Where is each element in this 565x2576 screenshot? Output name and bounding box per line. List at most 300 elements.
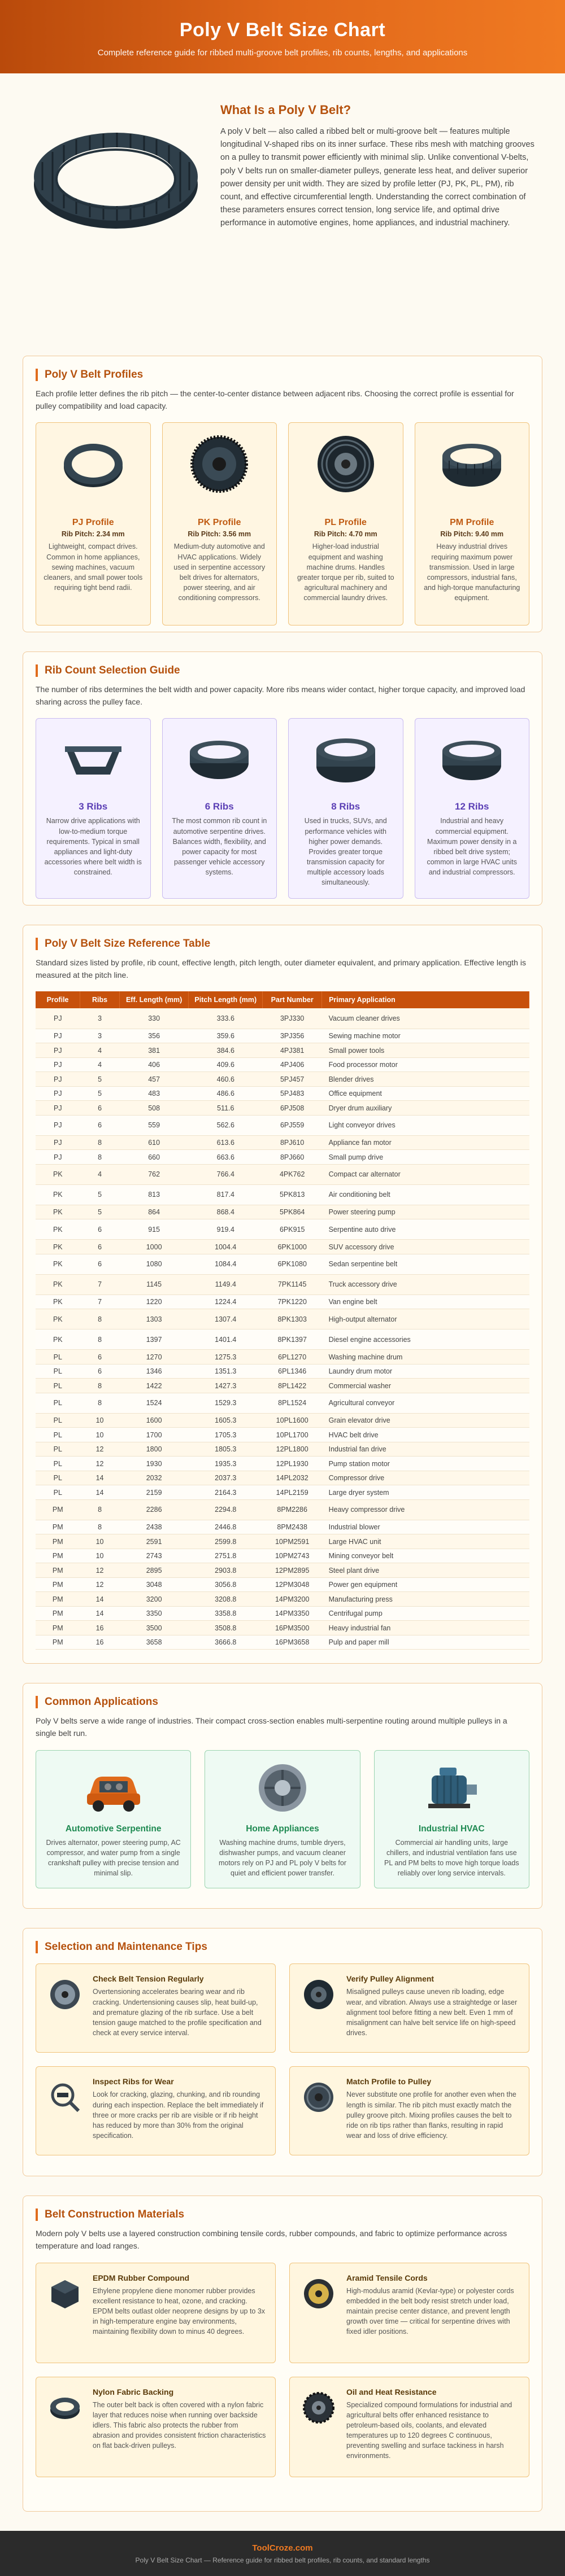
table-cell: 8PK1303 (263, 1309, 322, 1329)
table-cell: 3208.8 (189, 1592, 263, 1607)
table-cell: Steel plant drive (322, 1563, 529, 1578)
table-cell: PK (36, 1294, 80, 1309)
table-cell: Appliance fan motor (322, 1135, 529, 1150)
table-cell: 14 (80, 1471, 120, 1485)
table-cell: Small power tools (322, 1043, 529, 1058)
table-cell: 406 (119, 1057, 188, 1072)
table-cell: 3358.8 (189, 1606, 263, 1621)
table-cell: 559 (119, 1115, 188, 1135)
material-desc: High-modulus aramid (Kevlar-type) or polyester cords embedded in the belt body resist stretch under load, maintain precise center distance, and prevent length growth over time — critical for serpentine drives with fixed idler positions. (346, 2286, 514, 2336)
table-cell: 8 (80, 1329, 120, 1350)
table-cell: 4 (80, 1057, 120, 1072)
table-cell: 14PM3350 (263, 1606, 322, 1621)
table-cell: Compressor drive (322, 1471, 529, 1485)
size-table (36, 991, 529, 1650)
car-engine-image (45, 1760, 181, 1816)
table-cell: 10 (80, 1413, 120, 1428)
table-cell: Dryer drum auxiliary (322, 1101, 529, 1116)
rib-name: 3 Ribs (79, 801, 108, 812)
table-row (36, 1393, 529, 1413)
table-cell: 10PL1700 (263, 1428, 322, 1442)
tension-gauge-icon (45, 1974, 85, 2042)
profile-pitch: Rib Pitch: 4.70 mm (314, 530, 377, 539)
table-cell: PK (36, 1240, 80, 1254)
table-cell: 14PM3200 (263, 1592, 322, 1607)
tip-desc: Look for cracking, glazing, chunking, and rib rounding during each inspection. Replace the belt immediately if three or more cracks per rib are visible or if rib height has reduced by more than 30% from the original specification. (93, 2090, 264, 2140)
table-cell: 4 (80, 1164, 120, 1184)
table-cell: 1303 (119, 1309, 188, 1329)
table-cell: 14 (80, 1606, 120, 1621)
hvac-motor-image (384, 1760, 520, 1816)
table-cell: PK (36, 1205, 80, 1219)
table-cell: 5PJ483 (263, 1086, 322, 1101)
table-cell: PJ (36, 1135, 80, 1150)
table-cell: Air conditioning belt (322, 1184, 529, 1205)
table-cell: 1145 (119, 1274, 188, 1294)
rib-desc: Used in trucks, SUVs, and performance vehicles with higher power demands. Provides greater torque transmission capacity for multiple accessory loads simultaneously. (304, 817, 387, 887)
table-row (36, 1150, 529, 1165)
col-header: Primary Application (322, 991, 529, 1008)
table-cell: PK (36, 1329, 80, 1350)
table-row (36, 1364, 529, 1379)
profile-card-pj (36, 422, 151, 626)
pulley-match-icon (299, 2077, 338, 2145)
table-cell: 8PK1397 (263, 1329, 322, 1350)
pulley-alignment-icon (299, 1974, 338, 2042)
table-header-row (36, 991, 529, 1008)
table-cell: 16PM3500 (263, 1621, 322, 1635)
table-cell: 12 (80, 1457, 120, 1471)
profile-pitch: Rib Pitch: 2.34 mm (61, 530, 125, 539)
table-row (36, 1309, 529, 1329)
ribs-heading: Rib Count Selection Guide (36, 664, 529, 677)
tip-title: Match Profile to Pulley (346, 2077, 432, 2087)
table-row (36, 1520, 529, 1534)
table-cell: 610 (119, 1135, 188, 1150)
table-lead: Standard sizes listed by profile, rib count, effective length, pitch length, outer diameter equivalent, and primary application. Effective length is measured at the pitch line. (36, 958, 526, 979)
table-cell: 1080 (119, 1254, 188, 1274)
3-rib-belt-image (43, 727, 144, 789)
table-row (36, 1072, 529, 1087)
table-cell: 3056.8 (189, 1577, 263, 1592)
table-cell: 6PJ508 (263, 1101, 322, 1116)
table-cell: PK (36, 1184, 80, 1205)
table-cell: 1346 (119, 1364, 188, 1379)
table-cell: 6 (80, 1254, 120, 1274)
table-row (36, 1442, 529, 1457)
table-cell: Agricultural conveyor (322, 1393, 529, 1413)
applications-section (23, 1683, 542, 1909)
table-cell: 14PL2159 (263, 1485, 322, 1500)
material-title: Nylon Fabric Backing (93, 2387, 174, 2396)
table-cell: PJ (36, 1043, 80, 1058)
table-cell: 14 (80, 1592, 120, 1607)
table-cell: 5 (80, 1086, 120, 1101)
table-cell: 8PJ610 (263, 1135, 322, 1150)
table-row (36, 1219, 529, 1240)
table-row (36, 1379, 529, 1393)
table-cell: 1800 (119, 1442, 188, 1457)
table-cell: PL (36, 1393, 80, 1413)
table-cell: 508 (119, 1101, 188, 1116)
table-cell: 3PJ356 (263, 1029, 322, 1043)
material-title: Aramid Tensile Cords (346, 2273, 428, 2282)
table-cell: PJ (36, 1101, 80, 1116)
table-row (36, 1471, 529, 1485)
table-cell: PM (36, 1606, 80, 1621)
profile-desc: Medium-duty automotive and HVAC applications. Widely used in serpentine accessory belt drives for alternators, power steering, and air conditioning compressors. (173, 543, 266, 602)
table-cell: 10PM2743 (263, 1549, 322, 1563)
table-cell: PJ (36, 1072, 80, 1087)
tips-heading: Selection and Maintenance Tips (36, 1941, 529, 1953)
table-cell: 1805.3 (189, 1442, 263, 1457)
table-cell: 8PM2438 (263, 1520, 322, 1534)
table-cell: 562.6 (189, 1115, 263, 1135)
table-row (36, 1043, 529, 1058)
table-cell: PL (36, 1442, 80, 1457)
table-cell: PK (36, 1309, 80, 1329)
table-cell: PM (36, 1635, 80, 1650)
table-cell: 4PJ381 (263, 1043, 322, 1058)
table-cell: PM (36, 1563, 80, 1578)
table-cell: 330 (119, 1008, 188, 1029)
page-title: Poly V Belt Size Chart (179, 19, 386, 41)
table-cell: 6 (80, 1219, 120, 1240)
table-cell: 2159 (119, 1485, 188, 1500)
tip-card-tension (36, 1963, 276, 2053)
table-cell: 3666.8 (189, 1635, 263, 1650)
profile-desc: Heavy industrial drives requiring maximum power transmission. Used in large compressors, industrial fans, and high-torque manufacturing equipment. (424, 543, 520, 602)
table-cell: PJ (36, 1086, 80, 1101)
col-header: Part Number (263, 991, 322, 1008)
table-cell: 3PJ330 (263, 1008, 322, 1029)
table-cell: High-output alternator (322, 1309, 529, 1329)
table-cell: 460.6 (189, 1072, 263, 1087)
table-row (36, 1457, 529, 1471)
table-cell: 5 (80, 1205, 120, 1219)
table-row (36, 1606, 529, 1621)
rib-desc: Industrial and heavy commercial equipment. Maximum power density in a ribbed belt drive system; common in large HVAC units and industrial compressors. (427, 817, 518, 876)
table-cell: 384.6 (189, 1043, 263, 1058)
table-cell: 1700 (119, 1428, 188, 1442)
table-cell: 359.6 (189, 1029, 263, 1043)
table-cell: 6 (80, 1115, 120, 1135)
table-cell: 660 (119, 1150, 188, 1165)
profile-name: PK Profile (198, 518, 241, 528)
table-row (36, 1621, 529, 1635)
table-cell: 1605.3 (189, 1413, 263, 1428)
table-cell: 14 (80, 1485, 120, 1500)
table-cell: 1427.3 (189, 1379, 263, 1393)
profile-card-pl (288, 422, 403, 626)
table-row (36, 1577, 529, 1592)
table-cell: PL (36, 1457, 80, 1471)
application-desc: Drives alternator, power steering pump, AC compressor, and water pump from a single crankshaft pulley with precise tension and minimal slip. (46, 1838, 181, 1878)
table-row (36, 1635, 529, 1650)
table-cell: Power steering pump (322, 1205, 529, 1219)
material-card-oil-heat (289, 2377, 529, 2477)
cord-spool-icon (299, 2273, 338, 2352)
table-cell: 16 (80, 1635, 120, 1650)
rib-inspection-icon (45, 2077, 85, 2145)
tip-desc: Overtensioning accelerates bearing wear and rib cracking. Undertensioning causes slip, heat build-up, and premature glazing of the rib surface. Use a belt tension gauge matched to the profile specification and check at every service interval. (93, 1988, 262, 2037)
table-cell: 6PL1270 (263, 1350, 322, 1364)
table-cell: 7PK1145 (263, 1274, 322, 1294)
table-cell: 511.6 (189, 1101, 263, 1116)
table-cell: 3048 (119, 1577, 188, 1592)
rib-name: 6 Ribs (205, 801, 234, 812)
application-name: Automotive Serpentine (65, 1823, 162, 1834)
table-heading: Poly V Belt Size Reference Table (36, 938, 529, 950)
rib-count-section (23, 651, 542, 906)
rib-card-3 (36, 718, 151, 899)
pm-belt-image (422, 433, 523, 495)
table-cell: Sewing machine motor (322, 1029, 529, 1043)
table-cell: 12PL1800 (263, 1442, 322, 1457)
table-cell: 8PM2286 (263, 1499, 322, 1520)
table-cell: Grain elevator drive (322, 1413, 529, 1428)
table-cell: 762 (119, 1164, 188, 1184)
table-cell: 1270 (119, 1350, 188, 1364)
table-cell: 12PM3048 (263, 1577, 322, 1592)
profile-pitch: Rib Pitch: 3.56 mm (188, 530, 251, 539)
table-cell: 868.4 (189, 1205, 263, 1219)
table-cell: Heavy compressor drive (322, 1499, 529, 1520)
table-cell: 12 (80, 1442, 120, 1457)
table-cell: 10 (80, 1534, 120, 1549)
table-cell: 1307.4 (189, 1309, 263, 1329)
table-cell: Large HVAC unit (322, 1534, 529, 1549)
material-desc: Ethylene propylene diene monomer rubber provides excellent resistance to heat, ozone, and cracking. EPDM belts outlast older neoprene designs by up to 3x in high-temperature engine bay environments, maintaining flexibility down to minus 40 degrees. (93, 2286, 266, 2336)
table-cell: Washing machine drum (322, 1350, 529, 1364)
table-cell: Blender drives (322, 1072, 529, 1087)
table-cell: Office equipment (322, 1086, 529, 1101)
table-cell: PL (36, 1364, 80, 1379)
table-cell: Diesel engine accessories (322, 1329, 529, 1350)
table-cell: 6 (80, 1101, 120, 1116)
table-cell: PK (36, 1254, 80, 1274)
table-cell: PJ (36, 1029, 80, 1043)
table-row (36, 1413, 529, 1428)
table-row (36, 1057, 529, 1072)
table-cell: PJ (36, 1008, 80, 1029)
table-cell: 817.4 (189, 1184, 263, 1205)
table-cell: 8 (80, 1499, 120, 1520)
table-cell: 8 (80, 1379, 120, 1393)
table-cell: 14PL2032 (263, 1471, 322, 1485)
table-cell: 2164.3 (189, 1485, 263, 1500)
table-cell: PL (36, 1350, 80, 1364)
applications-heading: Common Applications (36, 1696, 529, 1708)
table-cell: 409.6 (189, 1057, 263, 1072)
table-cell: 2895 (119, 1563, 188, 1578)
table-cell: 3200 (119, 1592, 188, 1607)
col-header: Ribs (80, 991, 120, 1008)
table-cell: 2037.3 (189, 1471, 263, 1485)
table-cell: 5PK864 (263, 1205, 322, 1219)
tip-card-inspect (36, 2066, 276, 2155)
table-cell: 3658 (119, 1635, 188, 1650)
table-cell: 356 (119, 1029, 188, 1043)
8-rib-belt-image (295, 727, 396, 789)
table-cell: Manufacturing press (322, 1592, 529, 1607)
table-row (36, 1499, 529, 1520)
table-cell: 8PJ660 (263, 1150, 322, 1165)
rib-card-8 (288, 718, 403, 899)
table-cell: 2294.8 (189, 1499, 263, 1520)
table-row (36, 1135, 529, 1150)
application-desc: Commercial air handling units, large chillers, and industrial ventilation fans use PL and PM belts to move high torque loads reliably over long service intervals. (384, 1838, 519, 1878)
table-row (36, 1086, 529, 1101)
table-cell: 1930 (119, 1457, 188, 1471)
table-cell: 10 (80, 1428, 120, 1442)
table-cell: 16PM3658 (263, 1635, 322, 1650)
table-cell: 1705.3 (189, 1428, 263, 1442)
table-cell: Truck accessory drive (322, 1274, 529, 1294)
table-cell: 5 (80, 1184, 120, 1205)
table-cell: SUV accessory drive (322, 1240, 529, 1254)
table-cell: Mining conveyor belt (322, 1549, 529, 1563)
table-cell: 1600 (119, 1413, 188, 1428)
profiles-lead: Each profile letter defines the rib pitch — the center-to-center distance between adjacent ribs. Choosing the correct profile is essential for pulley compatibility and load capacity. (36, 389, 514, 410)
table-cell: 1524 (119, 1393, 188, 1413)
tip-title: Verify Pulley Alignment (346, 1974, 434, 1984)
page-footer (0, 2531, 565, 2576)
col-header: Pitch Length (mm) (189, 991, 263, 1008)
table-row (36, 1008, 529, 1029)
application-name: Home Appliances (246, 1823, 319, 1834)
table-cell: 4PK762 (263, 1164, 322, 1184)
table-row (36, 1428, 529, 1442)
size-table-section (23, 925, 542, 1664)
table-cell: 1935.3 (189, 1457, 263, 1471)
table-cell: PL (36, 1485, 80, 1500)
table-cell: 2591 (119, 1534, 188, 1549)
tip-desc: Never substitute one profile for another even when the length is similar. The rib pitch must exactly match the pulley groove pitch. Mixing profiles causes the belt to ride on rib tips rather than flanks, resulting in rapid wear and loss of drive efficiency. (346, 2090, 516, 2140)
table-cell: Vacuum cleaner drives (322, 1008, 529, 1029)
table-cell: PL (36, 1379, 80, 1393)
pl-pulley-image (295, 433, 396, 495)
pk-pulley-image (169, 433, 270, 495)
table-cell: Food processor motor (322, 1057, 529, 1072)
profile-name: PJ Profile (72, 518, 114, 528)
table-cell: PK (36, 1274, 80, 1294)
table-cell: 6 (80, 1350, 120, 1364)
footer-text: Poly V Belt Size Chart — Reference guide for ribbed belt profiles, rib counts, and standard lengths (135, 2556, 430, 2565)
table-cell: 381 (119, 1043, 188, 1058)
table-cell: 8PL1422 (263, 1379, 322, 1393)
table-cell: 6PK1080 (263, 1254, 322, 1274)
material-desc: Specialized compound formulations for industrial and agricultural belts offer enhanced resistance to petroleum-based oils, coolants, and elevated temperatures up to 120 degrees C continuous, preventing swelling and surface tackiness in harsh environments. (346, 2400, 512, 2460)
table-cell: 1351.3 (189, 1364, 263, 1379)
table-cell: Serpentine auto drive (322, 1219, 529, 1240)
table-row (36, 1534, 529, 1549)
rib-card-6 (162, 718, 277, 899)
table-cell: PM (36, 1520, 80, 1534)
gear-pulley-icon (299, 2387, 338, 2466)
table-cell: 3508.8 (189, 1621, 263, 1635)
table-cell: 7 (80, 1294, 120, 1309)
table-cell: 12 (80, 1577, 120, 1592)
table-cell: 3500 (119, 1621, 188, 1635)
table-cell: 483 (119, 1086, 188, 1101)
col-header: Eff. Length (mm) (119, 991, 188, 1008)
material-card-aramid (289, 2263, 529, 2363)
tip-desc: Misaligned pulleys cause uneven rib loading, edge wear, and vibration. Always use a straightedge or laser alignment tool before fitting a new belt. Even 1 mm of misalignment can halve belt service life on high-speed drives. (346, 1988, 518, 2037)
table-cell: 1401.4 (189, 1329, 263, 1350)
table-row (36, 1115, 529, 1135)
table-cell: PJ (36, 1115, 80, 1135)
table-cell: 4 (80, 1043, 120, 1058)
table-cell: 766.4 (189, 1164, 263, 1184)
tip-title: Inspect Ribs for Wear (93, 2077, 174, 2087)
application-card-hvac (374, 1750, 529, 1888)
table-cell: 2751.8 (189, 1549, 263, 1563)
table-cell: 2446.8 (189, 1520, 263, 1534)
page-subtitle: Complete reference guide for ribbed multi-groove belt profiles, rib counts, lengths, and applications (97, 48, 468, 58)
table-cell: 5PK813 (263, 1184, 322, 1205)
belt-illustration (28, 114, 203, 244)
table-cell: 2286 (119, 1499, 188, 1520)
table-row (36, 1205, 529, 1219)
table-cell: 7 (80, 1274, 120, 1294)
table-cell: Pump station motor (322, 1457, 529, 1471)
table-cell: PJ (36, 1057, 80, 1072)
12-rib-belt-image (422, 727, 523, 789)
table-cell: 3350 (119, 1606, 188, 1621)
application-card-automotive (36, 1750, 191, 1888)
footer-brand[interactable]: ToolCroze.com (252, 2543, 313, 2553)
table-cell: Small pump drive (322, 1150, 529, 1165)
table-cell: 12PM2895 (263, 1563, 322, 1578)
application-name: Industrial HVAC (418, 1823, 485, 1834)
table-cell: 1422 (119, 1379, 188, 1393)
intro-section (23, 73, 542, 356)
material-card-nylon (36, 2377, 276, 2477)
table-cell: PM (36, 1577, 80, 1592)
table-cell: 8PL1524 (263, 1393, 322, 1413)
table-row (36, 1101, 529, 1116)
profile-desc: Lightweight, compact drives. Common in home appliances, sewing machines, vacuum cleaners, and small power tools requiring tight bend radii. (44, 543, 143, 592)
tip-card-alignment (289, 1963, 529, 2053)
application-card-home (205, 1750, 360, 1888)
table-cell: 10 (80, 1549, 120, 1563)
table-cell: 2032 (119, 1471, 188, 1485)
material-title: Oil and Heat Resistance (346, 2387, 437, 2396)
intro-body: A poly V belt — also called a ribbed belt or multi-groove belt — features multiple longitudinal V-shaped ribs on its inner surface. These ribs mesh with matching grooves on a pulley to transmit power efficiently with minimal slip. Unlike conventional V-belts, poly V belts run on smaller-diameter pulleys, generate less heat, and deliver superior power density per unit width. They are sized by profile letter (PJ, PK, PL, PM), rib count, and effective circumferential length. Understanding the correct combination of these parameters ensures correct tension, long service life, and optimal drive performance in automotive engines, home appliances, and industrial machinery. (220, 127, 534, 228)
table-cell: 6PK1000 (263, 1240, 322, 1254)
materials-lead: Modern poly V belts use a layered construction combining tensile cords, rubber compounds, and fabric to optimize performance across temperature and load ranges. (36, 2229, 507, 2251)
table-cell: PM (36, 1549, 80, 1563)
table-row (36, 1329, 529, 1350)
table-cell: 486.6 (189, 1086, 263, 1101)
table-cell: 4PJ406 (263, 1057, 322, 1072)
profile-card-pm (415, 422, 530, 626)
table-cell: 2903.8 (189, 1563, 263, 1578)
table-cell: 333.6 (189, 1008, 263, 1029)
table-row (36, 1549, 529, 1563)
table-cell: Van engine belt (322, 1294, 529, 1309)
table-cell: 1224.4 (189, 1294, 263, 1309)
tip-card-match (289, 2066, 529, 2155)
profile-desc: Higher-load industrial equipment and washing machine drums. Handles greater torque per rib, suited to agricultural machinery and commercial laundry drives. (297, 543, 394, 602)
fabric-belt-icon (45, 2387, 85, 2466)
rib-card-12 (415, 718, 530, 899)
table-cell: 5PJ457 (263, 1072, 322, 1087)
table-row (36, 1485, 529, 1500)
table-cell: Sedan serpentine belt (322, 1254, 529, 1274)
profile-card-pk (162, 422, 277, 626)
